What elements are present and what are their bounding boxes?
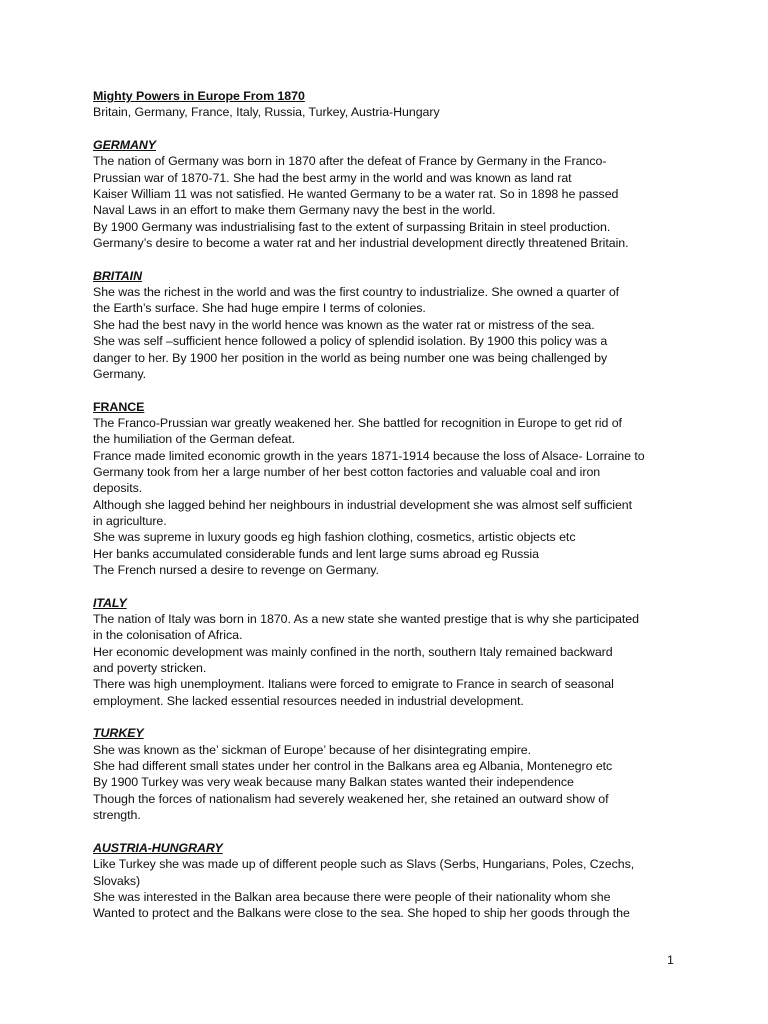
section-heading-germany: GERMANY — [93, 138, 156, 153]
britain-line-5: danger to her. By 1900 her position in the world as being number one was being challenged by — [93, 350, 608, 365]
britain-line-2: the Earth’s surface. She had huge empire I terms of colonies. — [93, 301, 426, 316]
italy-line-1: The nation of Italy was born in 1870. As a new state she wanted prestige that is why she participated — [93, 612, 639, 626]
france-line-8: She was supreme in luxury goods eg high fashion clothing, cosmetics, artistic objects etc — [93, 530, 576, 545]
turkey-line-1: She was known as the’ sickman of Europe’ because of her disintegrating empire. — [93, 742, 532, 757]
section-heading-italy: ITALY — [93, 595, 127, 610]
italy-line-2: in the colonisation of Africa. — [93, 628, 243, 643]
france-line-7: in agriculture. — [93, 513, 167, 528]
austria-hungary-line-4: Wanted to protect and the Balkans were close to the sea. She hoped to ship her goods through the — [93, 906, 630, 921]
france-line-1: The Franco-Prussian war greatly weakened her. She battled for recognition in Europe to get rid of — [93, 415, 622, 430]
section-heading-france: FRANCE — [93, 399, 145, 414]
section-heading-britain: BRITAIN — [93, 268, 142, 283]
document-subtitle: Britain, Germany, France, Italy, Russia, Turkey, Austria-Hungary — [93, 105, 440, 120]
germany-line-6: Germany’s desire to become a water rat and her industrial development directly threatened Britain. — [93, 236, 629, 251]
section-heading-turkey: TURKEY — [93, 726, 144, 741]
austria-hungary-line-2: Slovaks) — [93, 873, 141, 888]
britain-line-6: Germany. — [93, 366, 147, 381]
france-line-9: Her banks accumulated considerable funds and lent large sums abroad eg Russia — [93, 546, 539, 561]
paragraph-gap — [93, 709, 693, 725]
paragraph-gap — [93, 121, 693, 137]
austria-hungary-line-3: She was interested in the Balkan area because there were people of their nationality whom she — [93, 889, 611, 904]
section-heading-austria-hungary: AUSTRIA-HUNGRARY — [93, 840, 223, 855]
document-body — [93, 88, 693, 922]
britain-line-4: She was self –sufficient hence followed a policy of splendid isolation. By 1900 this policy was a — [93, 334, 608, 349]
austria-hungary-line-1: Like Turkey she was made up of different people such as Slavs (Serbs, Hungarians, Poles, Czechs, — [93, 857, 635, 872]
page-number: 1 — [667, 953, 674, 967]
italy-line-4: and poverty stricken. — [93, 661, 207, 676]
italy-line-3: Her economic development was mainly confined in the north, southern Italy remained backward — [93, 644, 613, 659]
france-line-6: Although she lagged behind her neighbours in industrial development she was almost self sufficient — [93, 497, 633, 512]
france-line-4: Germany took from her a large number of her best cotton factories and valuable coal and iron — [93, 464, 601, 479]
italy-line-5: There was high unemployment. Italians were forced to emigrate to France in search of seasonal — [93, 677, 614, 692]
germany-line-2: Prussian war of 1870-71. She had the best army in the world and was known as land rat — [93, 170, 572, 185]
germany-line-4: Naval Laws in an effort to make them Germany navy the best in the world. — [93, 203, 496, 218]
turkey-line-3: By 1900 Turkey was very weak because many Balkan states wanted their independence — [93, 775, 574, 790]
italy-line-6: employment. She lacked essential resources needed in industrial development. — [93, 693, 524, 708]
paragraph-gap — [93, 251, 693, 267]
germany-line-1: The nation of Germany was born in 1870 after the defeat of France by Germany in the Franco- — [93, 154, 607, 169]
britain-line-3: She had the best navy in the world hence was known as the water rat or mistress of the sea. — [93, 317, 595, 332]
paragraph-gap — [93, 823, 693, 839]
france-line-3: France made limited economic growth in the years 1871-1914 because the loss of Alsace- Lorraine to — [93, 448, 645, 463]
paragraph-gap — [93, 382, 693, 398]
germany-line-3: Kaiser William 11 was not satisfied. He wanted Germany to be a water rat. So in 1898 he passed — [93, 187, 619, 202]
france-line-2: the humiliation of the German defeat. — [93, 432, 296, 447]
paragraph-gap — [93, 578, 693, 594]
document-title: Mighty Powers in Europe From 1870 — [93, 89, 305, 103]
france-line-5: deposits. — [93, 481, 143, 496]
turkey-line-5: strength. — [93, 808, 141, 823]
germany-line-5: By 1900 Germany was industrialising fast to the extent of surpassing Britain in steel production. — [93, 219, 611, 234]
britain-line-1: She was the richest in the world and was the first country to industrialize. She owned a quarter of — [93, 285, 620, 300]
turkey-line-4: Though the forces of nationalism had severely weakened her, she retained an outward show of — [93, 791, 609, 806]
france-line-10: The French nursed a desire to revenge on Germany. — [93, 562, 379, 577]
turkey-line-2: She had different small states under her control in the Balkans area eg Albania, Montenegro etc — [93, 759, 613, 774]
